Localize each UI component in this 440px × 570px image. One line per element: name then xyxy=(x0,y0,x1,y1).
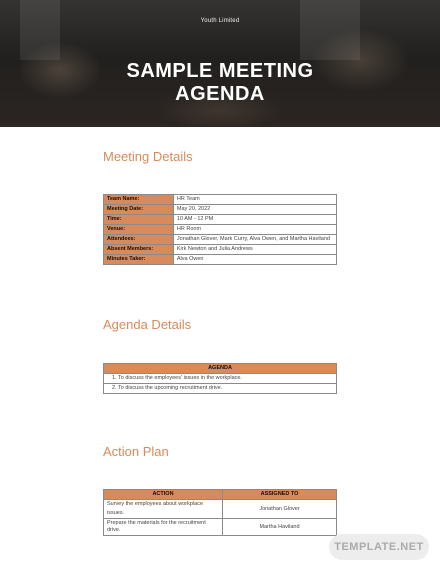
table-row xyxy=(104,195,337,205)
agenda-details-heading: Agenda Details xyxy=(103,317,192,332)
row-value: Alva Owen xyxy=(173,255,336,265)
action-plan-heading: Action Plan xyxy=(103,444,169,459)
action-cell: Survey the employees about workplace issues. xyxy=(104,500,223,519)
row-label: Attendees: xyxy=(104,235,174,245)
row-value: May 20, 2022 xyxy=(173,205,336,215)
table-header-row xyxy=(104,490,337,500)
row-label: Team Name: xyxy=(104,195,174,205)
page-title-line-1: SAMPLE MEETING xyxy=(126,60,314,82)
page-title xyxy=(0,60,440,106)
table-row xyxy=(104,205,337,215)
page-title-line-2: AGENDA xyxy=(175,83,265,105)
row-label: Minutes Taker: xyxy=(104,255,174,265)
table-row xyxy=(104,519,337,536)
table-header-row xyxy=(104,364,337,374)
watermark-logo: TEMPLATE.NET xyxy=(329,534,429,560)
meeting-details-table xyxy=(103,194,337,265)
agenda-item: 2. To discuss the upcoming recruitment drive. xyxy=(104,384,337,394)
agenda-item: 1. To discuss the employees' issues in the workplace. xyxy=(104,374,337,384)
header-banner xyxy=(0,0,440,127)
row-label: Venue: xyxy=(104,225,174,235)
row-value: Jonathan Glover, Mark Curry, Alva Owen, and Martha Haviland xyxy=(173,235,336,245)
agenda-table xyxy=(103,363,337,394)
action-plan-table xyxy=(103,489,337,536)
assigned-cell: Martha Haviland xyxy=(223,519,337,536)
table-row xyxy=(104,500,337,519)
table-row xyxy=(104,245,337,255)
meeting-details-heading: Meeting Details xyxy=(103,149,193,164)
company-name: Youth Limited xyxy=(200,18,240,24)
table-row xyxy=(104,235,337,245)
action-cell: Prepare the materials for the recruitment drive. xyxy=(104,519,223,536)
assigned-cell: Jonathan Glover xyxy=(223,500,337,519)
table-row xyxy=(104,384,337,394)
row-label: Time: xyxy=(104,215,174,225)
action-column-header: ACTION xyxy=(104,490,223,500)
table-row xyxy=(104,215,337,225)
row-value: Kirk Newton and Julia Andrews xyxy=(173,245,336,255)
row-label: Meeting Date: xyxy=(104,205,174,215)
table-row xyxy=(104,374,337,384)
table-row xyxy=(104,255,337,265)
table-row xyxy=(104,225,337,235)
assigned-column-header: ASSIGNED TO xyxy=(223,490,337,500)
row-value: 10 AM - 12 PM xyxy=(173,215,336,225)
agenda-column-header: AGENDA xyxy=(104,364,337,374)
row-value: HR Team xyxy=(173,195,336,205)
row-label: Absent Members: xyxy=(104,245,174,255)
row-value: HR Room xyxy=(173,225,336,235)
